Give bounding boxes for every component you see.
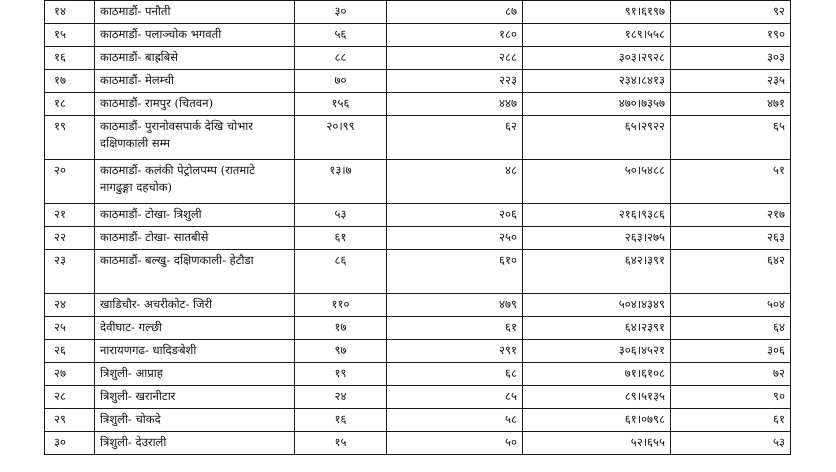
serial-number-cell: १७ (45, 70, 95, 93)
route-name-cell: त्रिशुली- चोकदे (95, 409, 295, 432)
route-name-cell: काठमाडौं- टोखा- त्रिशुली (95, 204, 295, 227)
table-row (45, 386, 791, 409)
fare-detail-cell: ६४।२३९१ (523, 317, 671, 340)
serial-number-cell: २४ (45, 294, 95, 317)
serial-number-cell: २३ (45, 250, 95, 294)
distance-cell: ७० (295, 70, 387, 93)
table-row (45, 1, 791, 24)
serial-number-cell: १८ (45, 93, 95, 116)
distance-cell: १६ (295, 409, 387, 432)
fare-value-cell: ६८ (387, 363, 523, 386)
fare-detail-cell: ७१।६१०८ (523, 363, 671, 386)
fare-value-cell: ४४७ (387, 93, 523, 116)
fare-value-cell: २९१ (387, 340, 523, 363)
fare-rounded-cell: २१७ (671, 204, 791, 227)
fare-rounded-cell: ३०६ (671, 340, 791, 363)
route-name-cell: काठमाडौं- बल्खु- दक्षिणकाली- हेटौडा (95, 250, 295, 294)
fare-value-cell: २८८ (387, 47, 523, 70)
fare-rounded-cell: ६४ (671, 317, 791, 340)
distance-cell: १३।७ (295, 160, 387, 204)
fare-value-cell: ५० (387, 432, 523, 455)
serial-number-cell: १५ (45, 24, 95, 47)
distance-cell: २०।९९ (295, 116, 387, 160)
distance-cell: १५६ (295, 93, 387, 116)
fare-rounded-cell: ५०४ (671, 294, 791, 317)
fare-rounded-cell: ७२ (671, 363, 791, 386)
fare-detail-cell: ४७०।७३५७ (523, 93, 671, 116)
fare-detail-cell: ५०४।४३४९ (523, 294, 671, 317)
route-name-cell: त्रिशुली- आप्राह (95, 363, 295, 386)
distance-cell: ६१ (295, 227, 387, 250)
serial-number-cell: २६ (45, 340, 95, 363)
route-name-cell: काठमाडौं- मेलम्ची (95, 70, 295, 93)
serial-number-cell: २८ (45, 386, 95, 409)
fare-detail-cell: ६१।०७९८ (523, 409, 671, 432)
serial-number-cell: १९ (45, 116, 95, 160)
distance-cell: १५ (295, 432, 387, 455)
fare-rounded-cell: ६४२ (671, 250, 791, 294)
table-row (45, 250, 791, 294)
distance-cell: ११० (295, 294, 387, 317)
fare-value-cell: १८० (387, 24, 523, 47)
distance-cell: १७ (295, 317, 387, 340)
route-name-cell: देवीघाट- गल्छी (95, 317, 295, 340)
fare-value-cell: ४८ (387, 160, 523, 204)
fare-value-cell: २२३ (387, 70, 523, 93)
route-name-cell: खाडिचौर- अचरीकोट- जिरी (95, 294, 295, 317)
fare-detail-cell: ६४२।३९१ (523, 250, 671, 294)
route-name-cell: काठमाडौं- पुरानोवसपार्क देखि चोभार दक्षिणकाली सम्म (95, 116, 295, 160)
fare-detail-cell: ३०६।४५२१ (523, 340, 671, 363)
distance-cell: २४ (295, 386, 387, 409)
fare-detail-cell: २६३।२७५ (523, 227, 671, 250)
fare-value-cell: ६२ (387, 116, 523, 160)
route-name-cell: काठमाडौं- टोखा- सातबीसे (95, 227, 295, 250)
distance-cell: ५६ (295, 24, 387, 47)
table-row (45, 409, 791, 432)
fare-detail-cell: ५०।५४८८ (523, 160, 671, 204)
fare-rounded-cell: १९० (671, 24, 791, 47)
route-name-cell: काठमाडौं- बाह्रबिसे (95, 47, 295, 70)
route-name-cell: काठमाडौं- कलंकी पेट्रोलपम्प (रातमाटे नागढुङ्गा दहचोक) (95, 160, 295, 204)
fare-value-cell: २५० (387, 227, 523, 250)
route-name-cell: काठमाडौं- रामपुर (चितवन) (95, 93, 295, 116)
serial-number-cell: ३० (45, 432, 95, 455)
fare-detail-cell: २३४।८४१३ (523, 70, 671, 93)
distance-cell: १९ (295, 363, 387, 386)
fare-value-cell: ४७९ (387, 294, 523, 317)
fare-detail-cell: ३०३।२९२८ (523, 47, 671, 70)
distance-cell: ३० (295, 1, 387, 24)
serial-number-cell: २० (45, 160, 95, 204)
serial-number-cell: २९ (45, 409, 95, 432)
route-name-cell: त्रिशुली- खरानीटार (95, 386, 295, 409)
fare-table-body (45, 1, 791, 455)
fare-rounded-cell: ५३ (671, 432, 791, 455)
distance-cell: ८६ (295, 250, 387, 294)
table-row (45, 227, 791, 250)
table-row (45, 317, 791, 340)
fare-value-cell: ८५ (387, 386, 523, 409)
serial-number-cell: २२ (45, 227, 95, 250)
fare-value-cell: ६१ (387, 317, 523, 340)
fare-detail-cell: ८९।५१३५ (523, 386, 671, 409)
table-row (45, 47, 791, 70)
fare-rounded-cell: ९० (671, 386, 791, 409)
fare-detail-cell: ५२।६५५ (523, 432, 671, 455)
fare-detail-cell: २१६।९३८६ (523, 204, 671, 227)
table-row (45, 24, 791, 47)
fare-rounded-cell: ५१ (671, 160, 791, 204)
fare-rounded-cell: ६५ (671, 116, 791, 160)
fare-rounded-cell: ४७१ (671, 93, 791, 116)
distance-cell: ५३ (295, 204, 387, 227)
table-row (45, 116, 791, 160)
route-name-cell: त्रिशुली- देउराली (95, 432, 295, 455)
fare-rounded-cell: ६१ (671, 409, 791, 432)
distance-cell: ९७ (295, 340, 387, 363)
fare-rounded-cell: ३०३ (671, 47, 791, 70)
serial-number-cell: २७ (45, 363, 95, 386)
fare-detail-cell: ६५।२९२२ (523, 116, 671, 160)
fare-value-cell: ८७ (387, 1, 523, 24)
serial-number-cell: २१ (45, 204, 95, 227)
table-row (45, 93, 791, 116)
table-row (45, 432, 791, 455)
table-row (45, 294, 791, 317)
route-name-cell: नारायणगढ- धादिङबेशी (95, 340, 295, 363)
fare-rounded-cell: २६३ (671, 227, 791, 250)
serial-number-cell: २५ (45, 317, 95, 340)
route-name-cell: काठमाडौं- पलाञ्चोक भगवती (95, 24, 295, 47)
distance-cell: ८८ (295, 47, 387, 70)
fare-value-cell: २०६ (387, 204, 523, 227)
fare-value-cell: ५८ (387, 409, 523, 432)
table-row (45, 204, 791, 227)
fare-rounded-cell: २३५ (671, 70, 791, 93)
route-name-cell: काठमाडौं- पनौती (95, 1, 295, 24)
table-row (45, 160, 791, 204)
table-row (45, 70, 791, 93)
fare-detail-cell: ९१।६१९७ (523, 1, 671, 24)
fare-rounded-cell: ९२ (671, 1, 791, 24)
table-row (45, 340, 791, 363)
serial-number-cell: १४ (45, 1, 95, 24)
serial-number-cell: १६ (45, 47, 95, 70)
fare-table (44, 0, 791, 455)
fare-value-cell: ६१० (387, 250, 523, 294)
table-row (45, 363, 791, 386)
fare-detail-cell: १८९।५५८ (523, 24, 671, 47)
